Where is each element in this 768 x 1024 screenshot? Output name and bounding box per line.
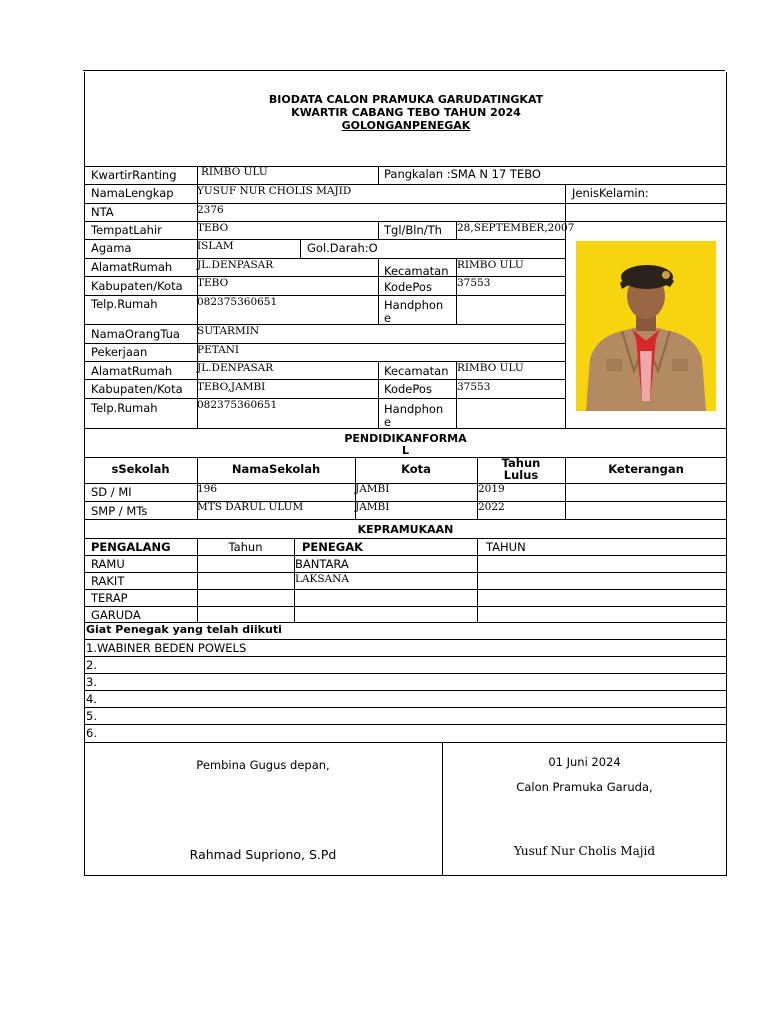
rule bbox=[84, 606, 727, 607]
rule bbox=[300, 239, 301, 258]
label-kodepos-ortu: KodePos bbox=[384, 382, 432, 396]
rule bbox=[84, 690, 727, 691]
edu-level: SMP / MTs bbox=[91, 504, 148, 518]
rule bbox=[84, 203, 727, 204]
scout-portrait-photo bbox=[576, 241, 716, 411]
activities-title: Giat Penegak yang telah diikuti bbox=[86, 623, 282, 636]
activity-item: 3. bbox=[86, 675, 97, 689]
label-goldarah: Gol.Darah: bbox=[307, 241, 369, 255]
value-alamat: JL.DENPASAR bbox=[197, 259, 274, 271]
col-tahun-2: Lulus bbox=[503, 468, 539, 482]
pengalang-item: RAMU bbox=[91, 557, 125, 571]
rule bbox=[84, 428, 727, 429]
bottom-border bbox=[84, 875, 727, 876]
col-tahun: Tahun bbox=[228, 540, 263, 554]
value-nta: 2376 bbox=[197, 204, 224, 216]
value-kwartir: RIMBO ULU bbox=[201, 166, 268, 178]
label-tgl: Tgl/Bln/Th bbox=[384, 223, 442, 237]
edu-city: JAMBI bbox=[355, 501, 390, 513]
rule bbox=[84, 276, 565, 277]
rule bbox=[84, 398, 565, 399]
pembina-name: Rahmad Supriono, S.Pd bbox=[189, 847, 337, 862]
rule bbox=[84, 501, 727, 502]
edu-year: 2022 bbox=[478, 501, 505, 513]
rule bbox=[84, 221, 727, 222]
label-handphone-ortu-1: Handphon bbox=[384, 402, 444, 416]
pangkalan-field bbox=[384, 168, 541, 181]
goldarah-field bbox=[307, 242, 378, 255]
rule bbox=[84, 555, 727, 556]
activity-item: 4. bbox=[86, 692, 97, 706]
rule bbox=[378, 166, 379, 185]
rule bbox=[84, 673, 727, 674]
label-alamat-ortu: AlamatRumah bbox=[91, 364, 173, 378]
pengalang-item: RAKIT bbox=[91, 574, 125, 588]
penegak-item: LAKSANA bbox=[295, 573, 349, 585]
rule bbox=[84, 324, 565, 325]
rule bbox=[84, 656, 727, 657]
rule bbox=[84, 343, 565, 344]
portrait-illustration bbox=[576, 241, 716, 411]
value-pekerjaan: PETANI bbox=[197, 344, 240, 356]
scouting-title: KEPRAMUKAAN bbox=[357, 523, 454, 536]
rule bbox=[84, 639, 727, 640]
label-kwartir: KwartirRanting bbox=[91, 168, 177, 182]
rule bbox=[84, 519, 727, 520]
signature-date: 01 Juni 2024 bbox=[548, 755, 621, 769]
label-pangkalan: Pangkalan : bbox=[384, 167, 451, 181]
value-pangkalan: SMA N 17 TEBO bbox=[450, 167, 541, 181]
doc-title-line3: GOLONGANPENEGAK bbox=[341, 119, 471, 132]
activity-item: 2. bbox=[86, 658, 97, 672]
value-kabupaten-ortu: TEBO,JAMBI bbox=[197, 381, 266, 393]
edu-city: JAMBI bbox=[355, 483, 390, 495]
value-agama: ISLAM bbox=[197, 240, 234, 252]
label-kecamatan: Kecamatan bbox=[384, 264, 449, 278]
value-nama: YUSUF NUR CHOLIS MAJID bbox=[197, 185, 352, 197]
edu-year: 2019 bbox=[478, 483, 505, 495]
label-pekerjaan: Pekerjaan bbox=[91, 345, 148, 359]
col-penegak: PENEGAK bbox=[302, 540, 364, 554]
education-title-1: PENDIDIKANFORMA bbox=[344, 432, 467, 445]
col-tahun-penegak: TAHUN bbox=[486, 540, 526, 554]
rule bbox=[378, 258, 379, 325]
rule bbox=[84, 742, 727, 743]
edu-school: MTS DARUL ULUM bbox=[197, 501, 304, 513]
label-handphone-2: e bbox=[384, 311, 392, 325]
doc-title-line1: BIODATA CALON PRAMUKA GARUDATINGKAT bbox=[268, 93, 544, 106]
edu-school: 196 bbox=[197, 483, 218, 495]
calon-title: Calon Pramuka Garuda, bbox=[516, 780, 653, 794]
value-kodepos: 37553 bbox=[457, 277, 491, 289]
label-handphone-ortu-2: e bbox=[384, 415, 392, 429]
label-nta: NTA bbox=[91, 205, 114, 219]
activity-item: 6. bbox=[86, 726, 97, 740]
label-kabupaten: Kabupaten/Kota bbox=[91, 279, 183, 293]
education-title-2: L bbox=[401, 444, 409, 457]
top-rule bbox=[83, 70, 725, 71]
col-pengalang: PENGALANG bbox=[91, 540, 171, 554]
rule bbox=[378, 221, 379, 240]
value-kecamatan-ortu: RIMBO ULU bbox=[457, 362, 524, 374]
activity-item: 1.WABINER BEDEN POWELS bbox=[86, 641, 247, 655]
edu-level: SD / MI bbox=[91, 485, 132, 499]
calon-name: Yusuf Nur Cholis Majid bbox=[514, 844, 655, 858]
value-kodepos-ortu: 37553 bbox=[457, 381, 491, 393]
rule bbox=[84, 457, 727, 458]
label-telp: Telp.Rumah bbox=[91, 297, 158, 311]
value-telp: 082375360651 bbox=[197, 296, 278, 308]
col-keterangan: Keterangan bbox=[608, 462, 684, 476]
value-tempat-lahir: TEBO bbox=[197, 222, 229, 234]
rule bbox=[84, 589, 727, 590]
rule bbox=[84, 538, 727, 539]
rule bbox=[84, 239, 565, 240]
label-telp-ortu: Telp.Rumah bbox=[91, 401, 158, 415]
col-nama-sekolah: NamaSekolah bbox=[231, 462, 321, 476]
doc-title-line2: KWARTIR CABANG TEBO TAHUN 2024 bbox=[291, 106, 521, 119]
rule bbox=[84, 572, 727, 573]
rule bbox=[84, 483, 727, 484]
rule bbox=[84, 184, 727, 185]
rule bbox=[84, 707, 727, 708]
rule bbox=[84, 724, 727, 725]
pengalang-item: TERAP bbox=[91, 591, 128, 605]
value-telp-ortu: 082375360651 bbox=[197, 399, 278, 411]
rule bbox=[84, 295, 565, 296]
label-kabupaten-ortu: Kabupaten/Kota bbox=[91, 382, 183, 396]
label-kecamatan-ortu: Kecamatan bbox=[384, 364, 449, 378]
label-handphone-1: Handphon bbox=[384, 298, 444, 312]
label-nama-ortu: NamaOrangTua bbox=[91, 327, 180, 341]
label-alamat: AlamatRumah bbox=[91, 260, 173, 274]
value-alamat-ortu: JL.DENPASAR bbox=[197, 362, 274, 374]
penegak-item: BANTARA bbox=[295, 557, 349, 571]
rule bbox=[84, 379, 565, 380]
rule bbox=[378, 361, 379, 428]
value-tgl: 28,SEPTEMBER,2007 bbox=[457, 222, 575, 234]
label-nama: NamaLengkap bbox=[91, 186, 174, 200]
label-tempat-lahir: TempatLahir bbox=[91, 223, 162, 237]
activity-item: 5. bbox=[86, 709, 97, 723]
value-kecamatan: RIMBO ULU bbox=[457, 259, 524, 271]
col-kota: Kota bbox=[401, 462, 431, 476]
col-sekolah: sSekolah bbox=[111, 462, 170, 476]
value-goldarah: O bbox=[368, 241, 378, 255]
value-nama-ortu: SUTARMIN bbox=[197, 325, 260, 337]
rule bbox=[477, 538, 478, 623]
col-tahun-1: Tahun bbox=[501, 456, 541, 470]
rule bbox=[565, 184, 566, 428]
pembina-title: Pembina Gugus depan, bbox=[196, 758, 330, 772]
label-jenis-kelamin: JenisKelamin: bbox=[572, 186, 649, 200]
value-kabupaten: TEBO bbox=[197, 277, 229, 289]
label-kodepos: KodePos bbox=[384, 280, 432, 294]
pengalang-item: GARUDA bbox=[91, 608, 141, 622]
label-agama: Agama bbox=[91, 241, 132, 255]
